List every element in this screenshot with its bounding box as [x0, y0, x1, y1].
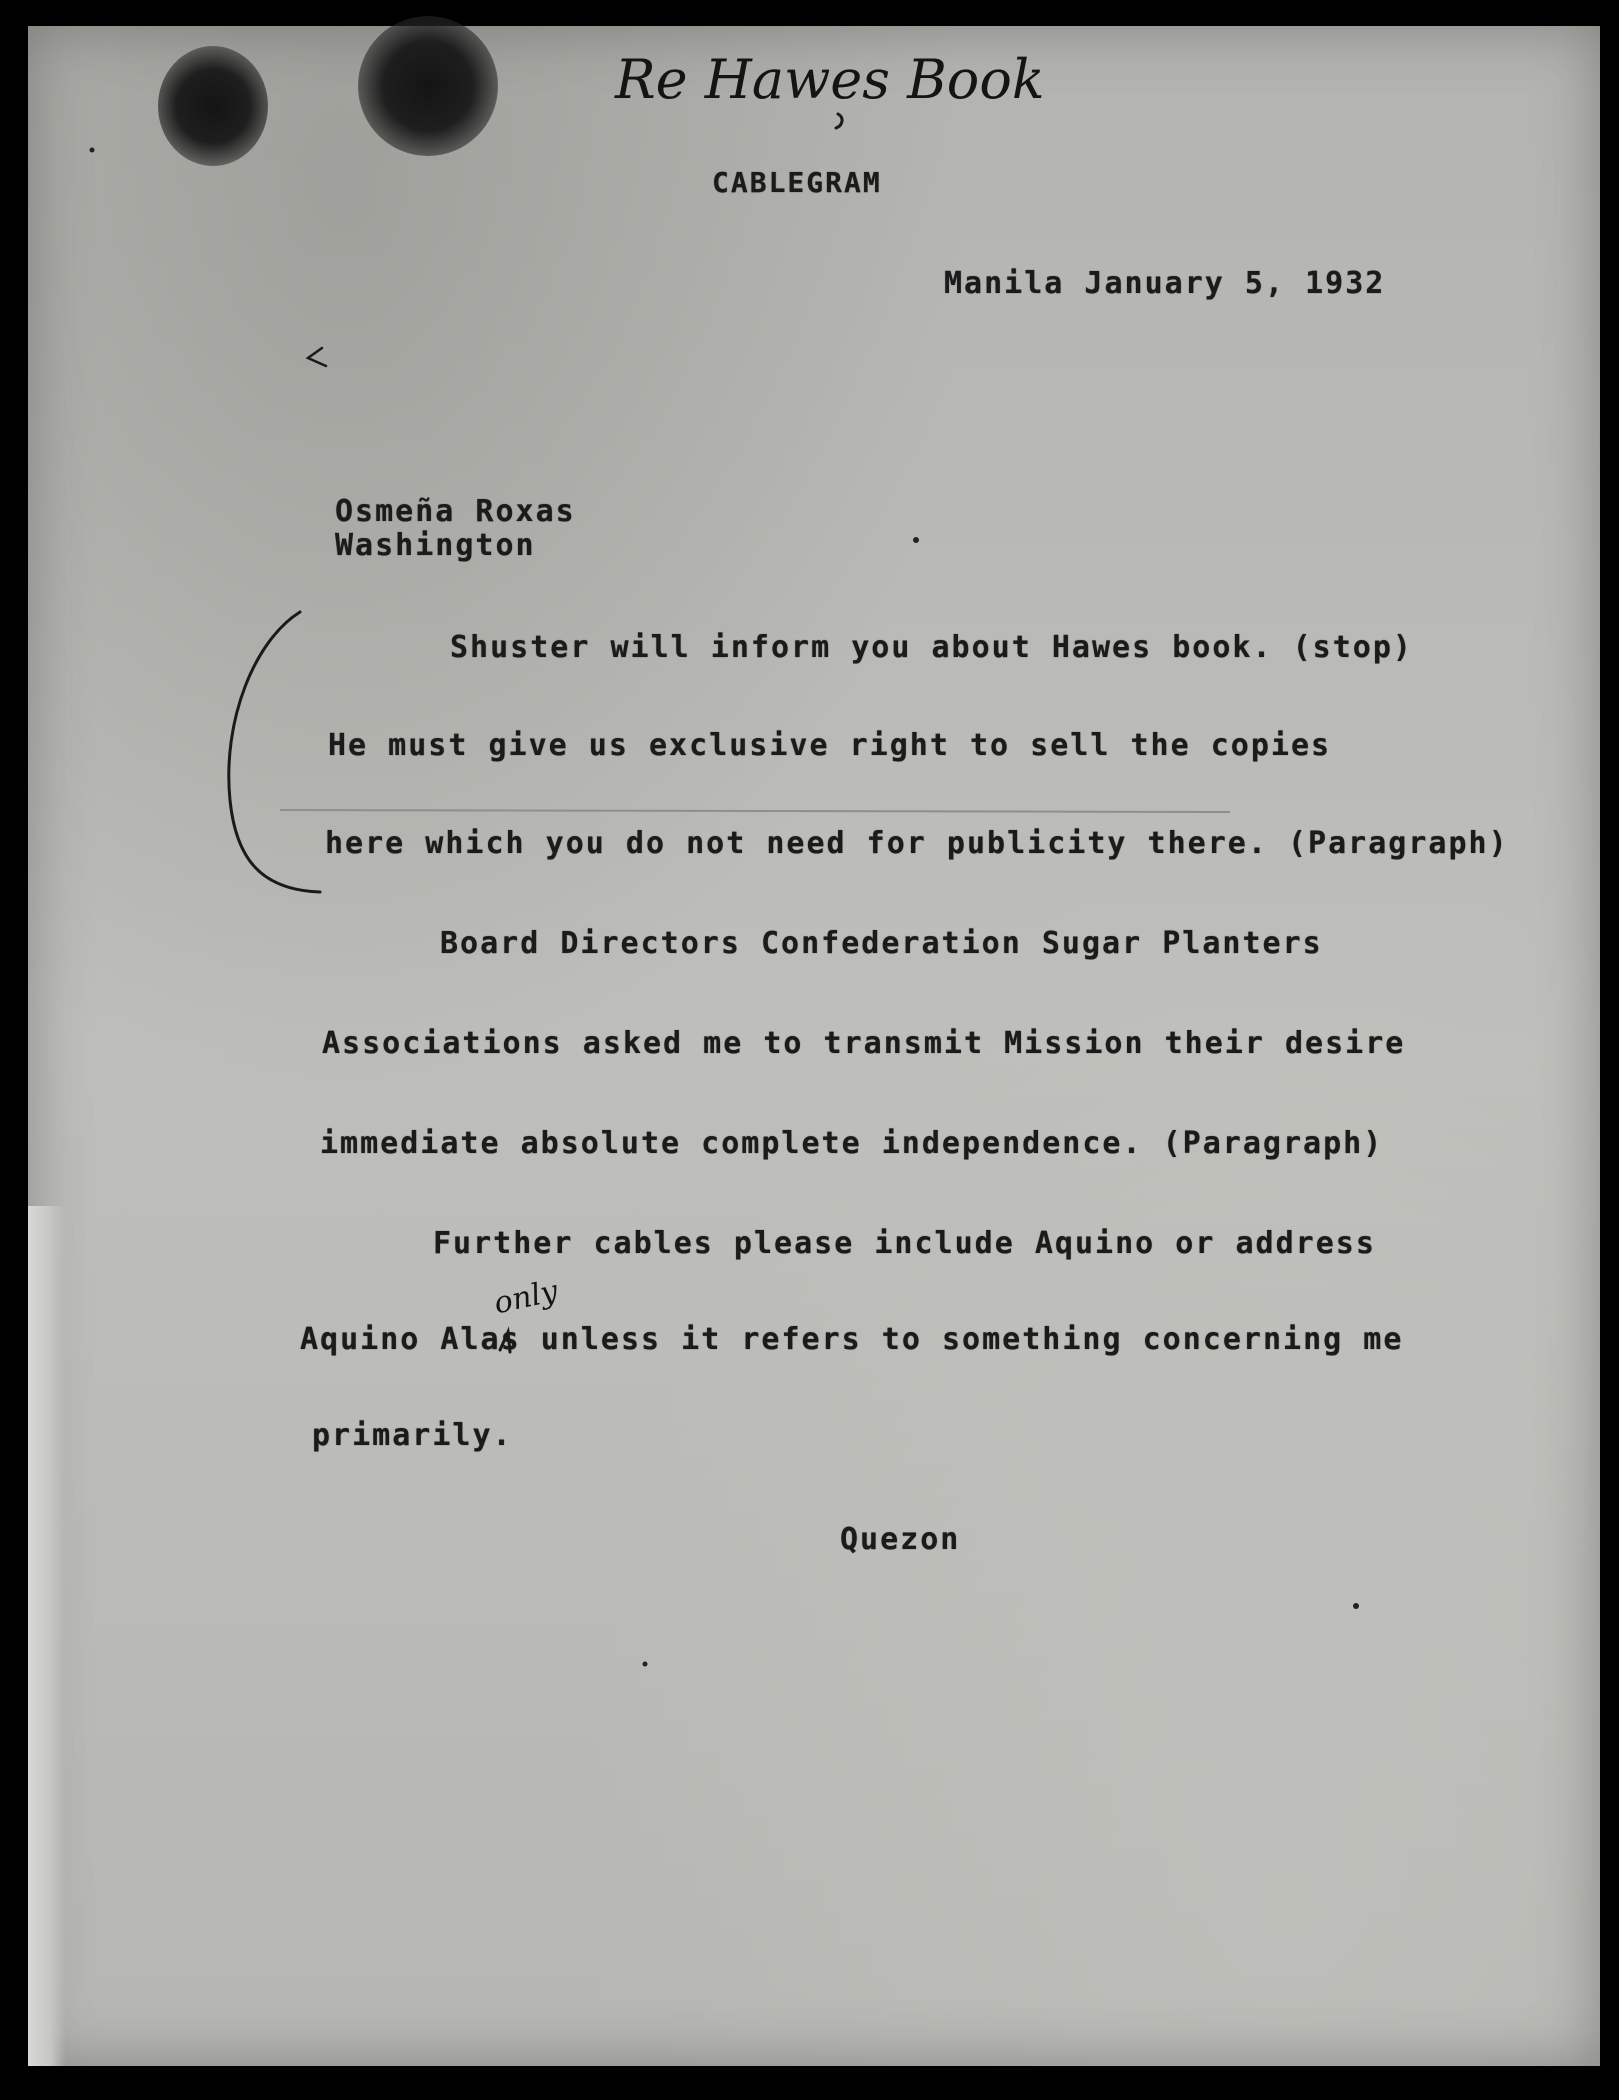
- body-line-4: Board Directors Confederation Sugar Planters: [440, 926, 1323, 961]
- body-line-9: primarily.: [312, 1418, 513, 1453]
- body-line-5: Associations asked me to transmit Mission their desire: [322, 1026, 1406, 1061]
- document-title: CABLEGRAM: [712, 166, 882, 199]
- handwritten-heading: Re Hawes Book: [615, 48, 1045, 111]
- ink-blot-left: [158, 46, 268, 166]
- body-line-1: Shuster will inform you about Hawes book. (stop): [450, 630, 1413, 665]
- handwritten-insertion: only: [491, 1273, 561, 1322]
- addressee-location: Washington: [335, 528, 536, 563]
- body-line-2: He must give us exclusive right to sell the copies: [328, 728, 1332, 763]
- body-line-8: Aquino Alas unless it refers to something concerning me: [300, 1322, 1404, 1357]
- body-line-6: immediate absolute complete independence. (Paragraph): [320, 1126, 1384, 1161]
- paper-edge-strip: [28, 1206, 66, 2066]
- dateline: Manila January 5, 1932: [944, 266, 1386, 301]
- body-line-3: here which you do not need for publicity there. (Paragraph): [325, 826, 1509, 861]
- body-line-7: Further cables please include Aquino or address: [433, 1226, 1376, 1261]
- addressee-name: Osmeña Roxas: [335, 494, 576, 529]
- signature: Quezon: [840, 1522, 961, 1557]
- ink-blot-right: [358, 16, 498, 156]
